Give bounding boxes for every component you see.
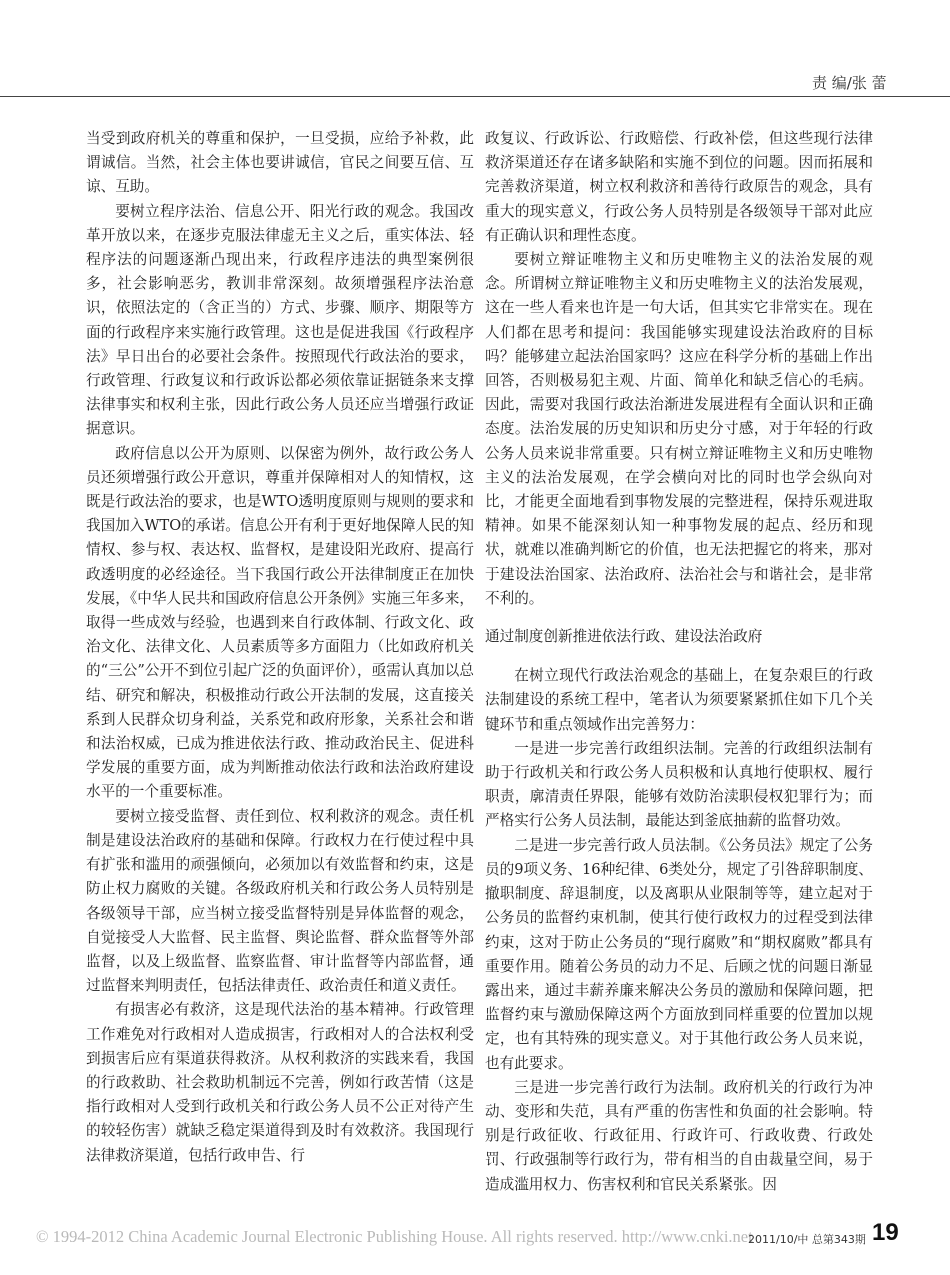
paragraph: 要树立辩证唯物主义和历史唯物主义的法治发展的观念。所谓树立辩证唯物主义和历史唯物主义的法治发展观，这在一些人看来也许是一句大话，但其实它非常实在。现在人们都在思考和提问：我国能够实现建设法治政府的目标吗？能够建立起法治国家吗？这应在科学分析的基础上作出回答，否则极易犯主观、片面、简单化和缺乏信心的毛病。因此，需要对我国行政法治渐进发展进程有全面认识和正确态度。法治发展的历史知识和历史分寸感，对于年轻的行政公务人员来说非常重要。只有树立辩证唯物主义和历史唯物主义的法治发展观，在学会横向对比的同时也学会纵向对比，才能更全面地看到事物发展的完整进程，保持乐观进取精神。如果不能深刻认知一种事物发展的起点、经历和现状，就难以准确判断它的价值，也无法把握它的将来，那对于建设法治国家、法治政府、法治社会与和谐社会，是非常不利的。 (485, 251, 873, 607)
paragraph: 一是进一步完善行政组织法制。完善的行政组织法制有助于行政机关和行政公务人员积极和认真地行使职权、履行职责，廓清责任界限，能够有效防治渎职侵权犯罪行为；而严格实行公务人员法制，最能达到釜底抽薪的监督功效。 (485, 739, 873, 830)
paragraph: 政复议、行政诉讼、行政赔偿、行政补偿，但这些现行法律救济渠道还存在诸多缺陷和实施不到位的问题。因而拓展和完善救济渠道，树立权利救济和善待行政原告的观念，具有重大的现实意义，行政公务人员特别是各级领导干部对此应有正确认识和理性态度。 (485, 130, 873, 244)
paragraph: 要树立接受监督、责任到位、权利救济的观念。责任机制是建设法治政府的基础和保障。行政权力在行使过程中具有扩张和滥用的顽强倾向，必须加以有效监督和约束，这是防止权力腐败的关键。各级政府机关和行政公务人员特别是各级领导干部，应当树立接受监督特别是异体监督的观念，自觉接受人大监督、民主监督、舆论监督、群众监督等外部监督，以及上级监督、监察监督、审计监督等内部监督，通过监督来判明责任，包括法律责任、政治责任和道义责任。 (86, 807, 474, 995)
page-footer (0, 1219, 950, 1254)
paragraph: 二是进一步完善行政人员法制。《公务员法》规定了公务员的9项义务、16种纪律、6类处分，规定了引咎辞职制度、撤职制度、辞退制度，以及离职从业限制等等，建立起对于公务员的监督约束机制，使其行使行政权力的过程受到法律约束，这对于防止公务员的“现行腐败”和“期权腐败”都具有重要作用。随着公务员的动力不足、后顾之忧的问题日渐显露出来，通过丰薪养廉来解决公务员的激励和保障问题，把监督约束与激励保障这两个方面放到同样重要的位置加以规定，也有其特殊的现实意义。对于其他行政公务人员来说，也有此要求。 (485, 836, 873, 1072)
issue-info: 2011/10/中 总第343期 (748, 1233, 866, 1246)
paragraph: 政府信息以公开为原则、以保密为例外，故行政公务人员还须增强行政公开意识，尊重并保障相对人的知情权，这既是行政法治的要求，也是WTO透明度原则与规则的要求和我国加入WTO的承诺。信息公开有利于更好地保障人民的知情权、参与权、表达权、监督权，是建设阳光政府、提高行政透明度的必经途径。当下我国行政公开法律制度正在加快发展，《中华人民共和国政府信息公开条例》实施三年多来，取得一些成效与经验，也遇到来自行政体制、行政文化、政治文化、法律文化、人员素质等多方面阻力（比如政府机关的“三公”公开不到位引起广泛的负面评价），亟需认真加以总结、研究和解决，积极推动行政公开法制的发展，这直接关系到人民群众切身利益，关系党和政府形象，关系社会和谐和法治权威，已成为推进依法行政、推动政治民主、促进科学发展的重要方面，成为判断推动依法行政和法治政府建设水平的一个重要标准。 (86, 444, 474, 801)
header-rule (0, 96, 950, 97)
paragraph: 在树立现代行政法治观念的基础上，在复杂艰巨的行政法制建设的系统工程中，笔者认为须要紧紧抓住如下几个关键环节和重点领域作出完善努力： (485, 667, 873, 733)
paragraph: 有损害必有救济，这是现代法治的基本精神。行政管理工作难免对行政相对人造成损害，行政相对人的合法权利受到损害后应有渠道获得救济。从权利救济的实践来看，我国的行政救助、社会救助机制远不完善，例如行政苦情（这是指行政相对人受到行政机关和行政公务人员不公正对待产生的较轻伤害）就缺乏稳定渠道得到及时有效救济。我国现行法律救济渠道，包括行政申告、行 (86, 1001, 474, 1164)
editor-credit: 责 编/张 蕾 (812, 74, 887, 92)
paragraph: 当受到政府机关的尊重和保护，一旦受损，应给予补救，此谓诚信。当然，社会主体也要讲诚信，官民之间要互信、互谅、互助。 (86, 130, 474, 196)
copyright-watermark: © 1994-2012 China Academic Journal Electronic Publishing House. All rights reserved. http://www.cnki.net (36, 1227, 753, 1246)
left-column (86, 127, 474, 1168)
paragraph: 三是进一步完善行政行为法制。政府机关的行政行为冲动、变形和失范，具有严重的伤害性和负面的社会影响。特别是行政征收、行政征用、行政许可、行政收费、行政处罚、行政强制等行政行为，带有相当的自由裁量空间，易于造成滥用权力、伤害权利和官民关系紧张。因 (485, 1078, 873, 1193)
section-heading: 通过制度创新推进依法行政、建设法治政府 (485, 628, 763, 646)
page-number: 19 (872, 1219, 899, 1246)
right-column (485, 127, 873, 1197)
paragraph: 要树立程序法治、信息公开、阳光行政的观念。我国改革开放以来，在逐步克服法律虚无主义之后，重实体法、轻程序法的问题逐渐凸现出来，行政程序违法的典型案例很多，社会影响恶劣，教训非常深刻。故须增强程序法治意识，依照法定的（含正当的）方式、步骤、顺序、期限等方面的行政程序来实施行政管理。这也是促进我国《行政程序法》早日出台的必要社会条件。按照现代行政法治的要求，行政管理、行政复议和行政诉讼都必须依靠证据链条来支撑法律事实和权利主张，因此行政公务人员还应当增强行政证据意识。 (86, 202, 474, 438)
